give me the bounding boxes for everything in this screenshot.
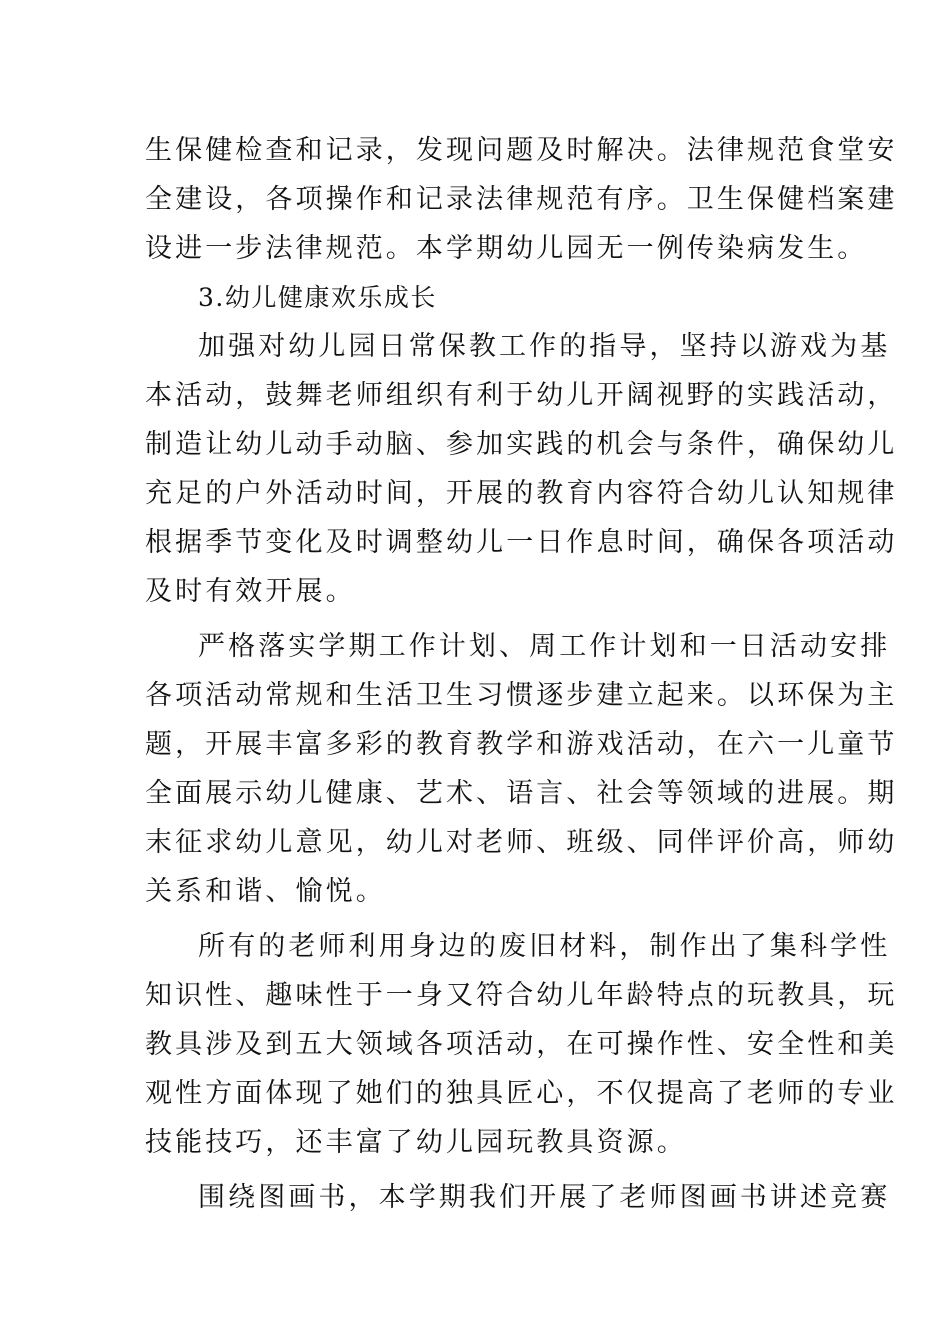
text-line: 生保健检查和记录，发现问题及时解决。法律规范食堂安 bbox=[145, 135, 898, 166]
text-line: 关系和谐、愉悦。 bbox=[145, 876, 386, 907]
paragraph-first-line: 围绕图画书，本学期我们开展了老师图画书讲述竞赛 bbox=[198, 1182, 891, 1213]
text-line: 末征求幼儿意见，幼儿对老师、班级、同伴评价高，师幼 bbox=[145, 827, 898, 858]
text-line: 观性方面体现了她们的独具匠心，不仅提高了老师的专业 bbox=[145, 1078, 898, 1109]
text-line: 全面展示幼儿健康、艺术、语言、社会等领域的进展。期 bbox=[145, 778, 898, 809]
text-line: 制造让幼儿动手动脑、参加实践的机会与条件，确保幼儿 bbox=[145, 429, 898, 460]
text-line: 教具涉及到五大领域各项活动，在可操作性、安全性和美 bbox=[145, 1029, 898, 1060]
paragraph-first-line: 加强对幼儿园日常保教工作的指导，坚持以游戏为基 bbox=[198, 331, 891, 362]
text-line: 各项活动常规和生活卫生习惯逐步建立起来。以环保为主 bbox=[145, 680, 898, 711]
text-line: 全建设，各项操作和记录法律规范有序。卫生保健档案建 bbox=[145, 184, 898, 215]
text-line: 充足的户外活动时间，开展的教育内容符合幼儿认知规律 bbox=[145, 478, 898, 509]
text-line: 技能技巧，还丰富了幼儿园玩教具资源。 bbox=[145, 1127, 687, 1158]
paragraph-first-line: 所有的老师利用身边的废旧材料，制作出了集科学性 bbox=[198, 931, 891, 962]
text-line: 知识性、趣味性于一身又符合幼儿年龄特点的玩教具，玩 bbox=[145, 980, 898, 1011]
text-line: 根据季节变化及时调整幼儿一日作息时间，确保各项活动 bbox=[145, 527, 898, 558]
text-line: 设进一步法律规范。本学期幼儿园无一例传染病发生。 bbox=[145, 233, 868, 264]
text-line: 本活动，鼓舞老师组织有利于幼儿开阔视野的实践活动， bbox=[145, 380, 898, 411]
text-line: 题，开展丰富多彩的教育教学和游戏活动，在六一儿童节 bbox=[145, 729, 898, 760]
text-line: 及时有效开展。 bbox=[145, 576, 356, 607]
paragraph-first-line: 严格落实学期工作计划、周工作计划和一日活动安排 bbox=[198, 631, 891, 662]
section-heading: 3.幼儿健康欢乐成长 bbox=[198, 283, 437, 312]
